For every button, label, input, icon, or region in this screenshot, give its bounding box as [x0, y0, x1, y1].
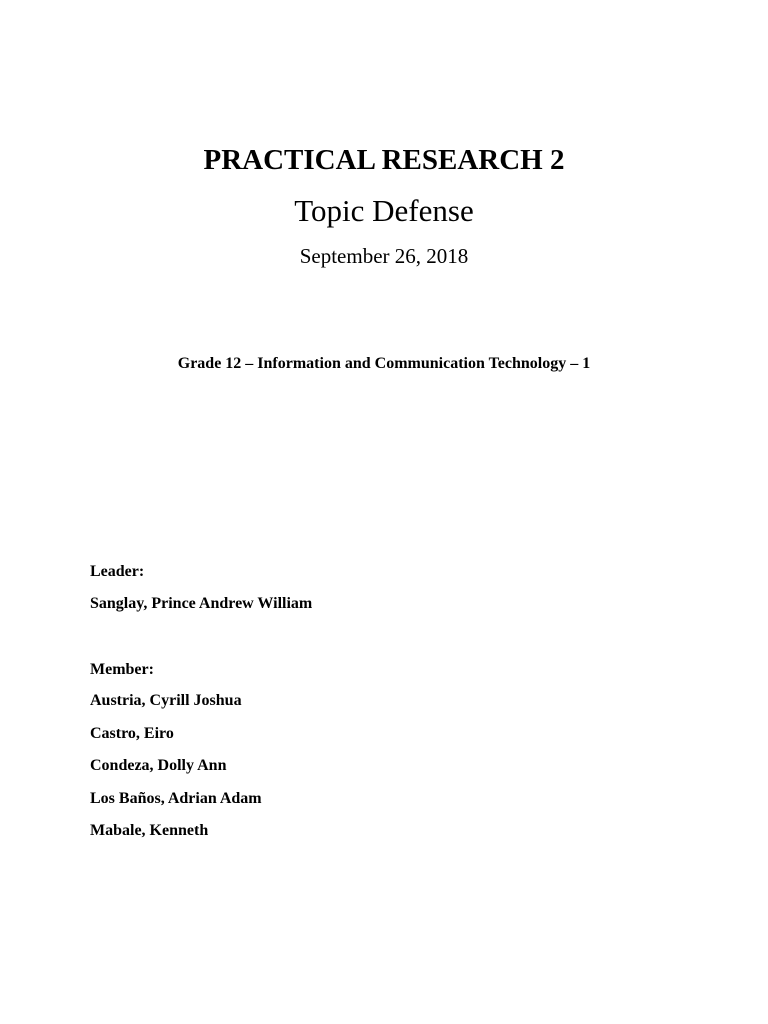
leader-name: Sanglay, Prince Andrew William [90, 595, 313, 612]
document-date: September 26, 2018 [299, 244, 469, 268]
grade-section: Grade 12 – Information and Communication Technology – 1 [177, 355, 591, 372]
member-name: Mabale, Kenneth [90, 822, 209, 839]
member-label: Member: [90, 661, 154, 678]
member-list [90, 690, 262, 853]
document-subtitle: Topic Defense [294, 193, 474, 228]
member-name: Austria, Cyrill Joshua [90, 692, 242, 709]
member-name: Condeza, Dolly Ann [90, 757, 227, 774]
member-name: Los Baños, Adrian Adam [90, 789, 262, 807]
leader-label: Leader: [90, 563, 145, 580]
member-name: Castro, Eiro [90, 724, 174, 742]
document-title: PRACTICAL RESEARCH 2 [203, 144, 565, 176]
